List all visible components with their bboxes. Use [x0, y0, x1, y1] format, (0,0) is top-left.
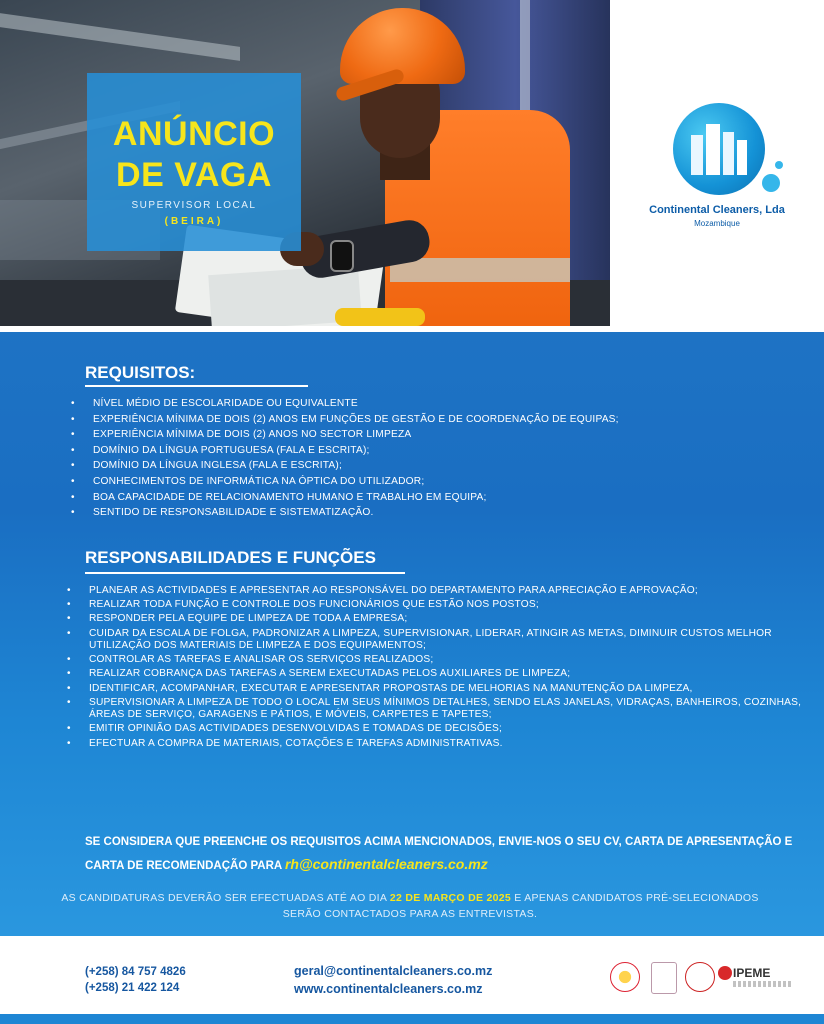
- general-email-link[interactable]: geral@continentalcleaners.co.mz: [294, 964, 493, 978]
- hr-email-link[interactable]: rh@continentalcleaners.co.mz: [284, 856, 488, 872]
- title-box: [87, 73, 301, 251]
- company-country: Mozambique: [694, 219, 740, 228]
- list-item: • CONTROLAR AS TAREFAS E ANALISAR OS SERVIÇOS REALIZADOS;: [89, 654, 809, 666]
- list-item: • REALIZAR TODA FUNÇÃO E CONTROLE DOS FUNCIONÁRIOS QUE ESTÃO NOS POSTOS;: [89, 599, 809, 611]
- list-item: • NÍVEL MÉDIO DE ESCOLARIDADE OU EQUIVALENTE: [93, 396, 813, 412]
- list-item: • REALIZAR COBRANÇA DAS TAREFAS A SEREM EXECUTADAS PELOS AUXILIARES DE LIMPEZA;: [89, 668, 809, 680]
- requisitos-rule: [85, 385, 308, 387]
- list-item: • DOMÍNIO DA LÍNGUA INGLESA (FALA E ESCRITA);: [93, 458, 813, 474]
- certificate-badge-icon: [651, 962, 677, 994]
- job-title: SUPERVISOR LOCAL: [131, 200, 257, 211]
- list-item: • DOMÍNIO DA LÍNGUA PORTUGUESA (FALA E ESCRITA);: [93, 443, 813, 459]
- hero-photo: [0, 0, 610, 326]
- ipeme-logo: IPEME: [733, 966, 771, 980]
- company-name: Continental Cleaners, Lda: [649, 204, 785, 216]
- list-item: • EMITIR OPINIÃO DAS ACTIVIDADES DESENVOLVIDAS E TOMADAS DE DECISÕES;: [89, 723, 809, 735]
- website-link[interactable]: www.continentalcleaners.co.mz: [294, 982, 483, 996]
- deadline-text-before: AS CANDIDATURAS DEVERÃO SER EFECTUADAS ATÉ AO DIA: [61, 892, 387, 904]
- responsabilidades-heading: RESPONSABILIDADES E FUNÇÕES: [85, 548, 376, 567]
- deadline-date: 22 DE MARÇO DE 2025: [389, 892, 512, 904]
- list-item: • EXPERIÊNCIA MÍNIMA DE DOIS (2) ANOS EM FUNÇÕES DE GESTÃO E DE COORDENAÇÃO DE EQUIPAS;: [93, 412, 813, 428]
- list-item: • EFECTUAR A COMPRA DE MATERIAIS, COTAÇÕES E TAREFAS ADMINISTRATIVAS.: [89, 738, 809, 750]
- phone-number-2[interactable]: (+258) 21 422 124: [85, 982, 180, 994]
- list-item: • EXPERIÊNCIA MÍNIMA DE DOIS (2) ANOS NO SECTOR LIMPEZA: [93, 427, 813, 443]
- list-item: • CUIDAR DA ESCALA DE FOLGA, PADRONIZAR A LIMPEZA, SUPERVISIONAR, LIDERAR, ATINGIR AS METAS, DIMINUIR CUSTOS MELHOR UTILIZAÇÃO DOS MATERIAIS DE LIMPEZA E DOS EQUIPAMENTOS;: [89, 628, 809, 653]
- title-line-1: ANÚNCIO: [112, 115, 276, 153]
- responsabilidades-rule: [85, 572, 405, 574]
- certification-seal-icon: [610, 962, 640, 992]
- list-item: • CONHECIMENTOS DE INFORMÁTICA NA ÓPTICA DO UTILIZADOR;: [93, 474, 813, 490]
- company-logo: [610, 0, 824, 326]
- requisitos-list: [93, 396, 813, 521]
- ipeme-logo-icon: [718, 966, 732, 980]
- list-item: • PLANEAR AS ACTIVIDADES E APRESENTAR AO RESPONSÁVEL DO DEPARTAMENTO PARA APRECIAÇÃO E APROVAÇÃO;: [89, 585, 809, 597]
- job-location: (BEIRA): [164, 216, 224, 227]
- watch-icon: [330, 240, 354, 272]
- title-line-2: DE VAGA: [116, 156, 272, 194]
- requisitos-heading: REQUISITOS:: [85, 363, 196, 382]
- cta-text: SE CONSIDERA QUE PREENCHE OS REQUISITOS ACIMA MENCIONADOS, ENVIE-NOS O SEU CV, CARTA DE APRESENTAÇÃO E CARTA DE RECOMENDAÇÃO PARA: [85, 836, 793, 872]
- responsabilidades-list: [89, 585, 809, 752]
- application-instructions: [85, 831, 805, 877]
- list-item: • RESPONDER PELA EQUIPE DE LIMPEZA DE TODA A EMPRESA;: [89, 613, 809, 625]
- deadline-text-after: E APENAS CANDIDATOS PRÉ-SELECIONADOS SERÃO CONTACTADOS PARA AS ENTREVISTAS.: [282, 892, 759, 920]
- list-item: • SUPERVISIONAR A LIMPEZA DE TODO O LOCAL EM SEUS MÍNIMOS DETALHES, SENDO ELAS JANELAS, VIDRAÇAS, BANHEIROS, COZINHAS, ÁREAS DE SERVIÇO, GARAGENS E PÁTIOS, E MÓVEIS, CARPETES E TAPETES;: [89, 697, 809, 722]
- footer: [0, 936, 824, 1024]
- deadline-notice: [60, 890, 760, 922]
- list-item: • BOA CAPACIDADE DE RELACIONAMENTO HUMANO E TRABALHO EM EQUIPA;: [93, 490, 813, 506]
- list-item: • SENTIDO DE RESPONSABILIDADE E SISTEMATIZAÇÃO.: [93, 505, 813, 521]
- list-item: • IDENTIFICAR, ACOMPANHAR, EXECUTAR E APRESENTAR PROPOSTAS DE MELHORIAS NA MANUTENÇÃO DA LIMPEZA,: [89, 683, 809, 695]
- bottom-bar: [0, 1014, 824, 1024]
- quality-seal-icon: [685, 962, 715, 992]
- phone-number-1[interactable]: (+258) 84 757 4826: [85, 966, 186, 978]
